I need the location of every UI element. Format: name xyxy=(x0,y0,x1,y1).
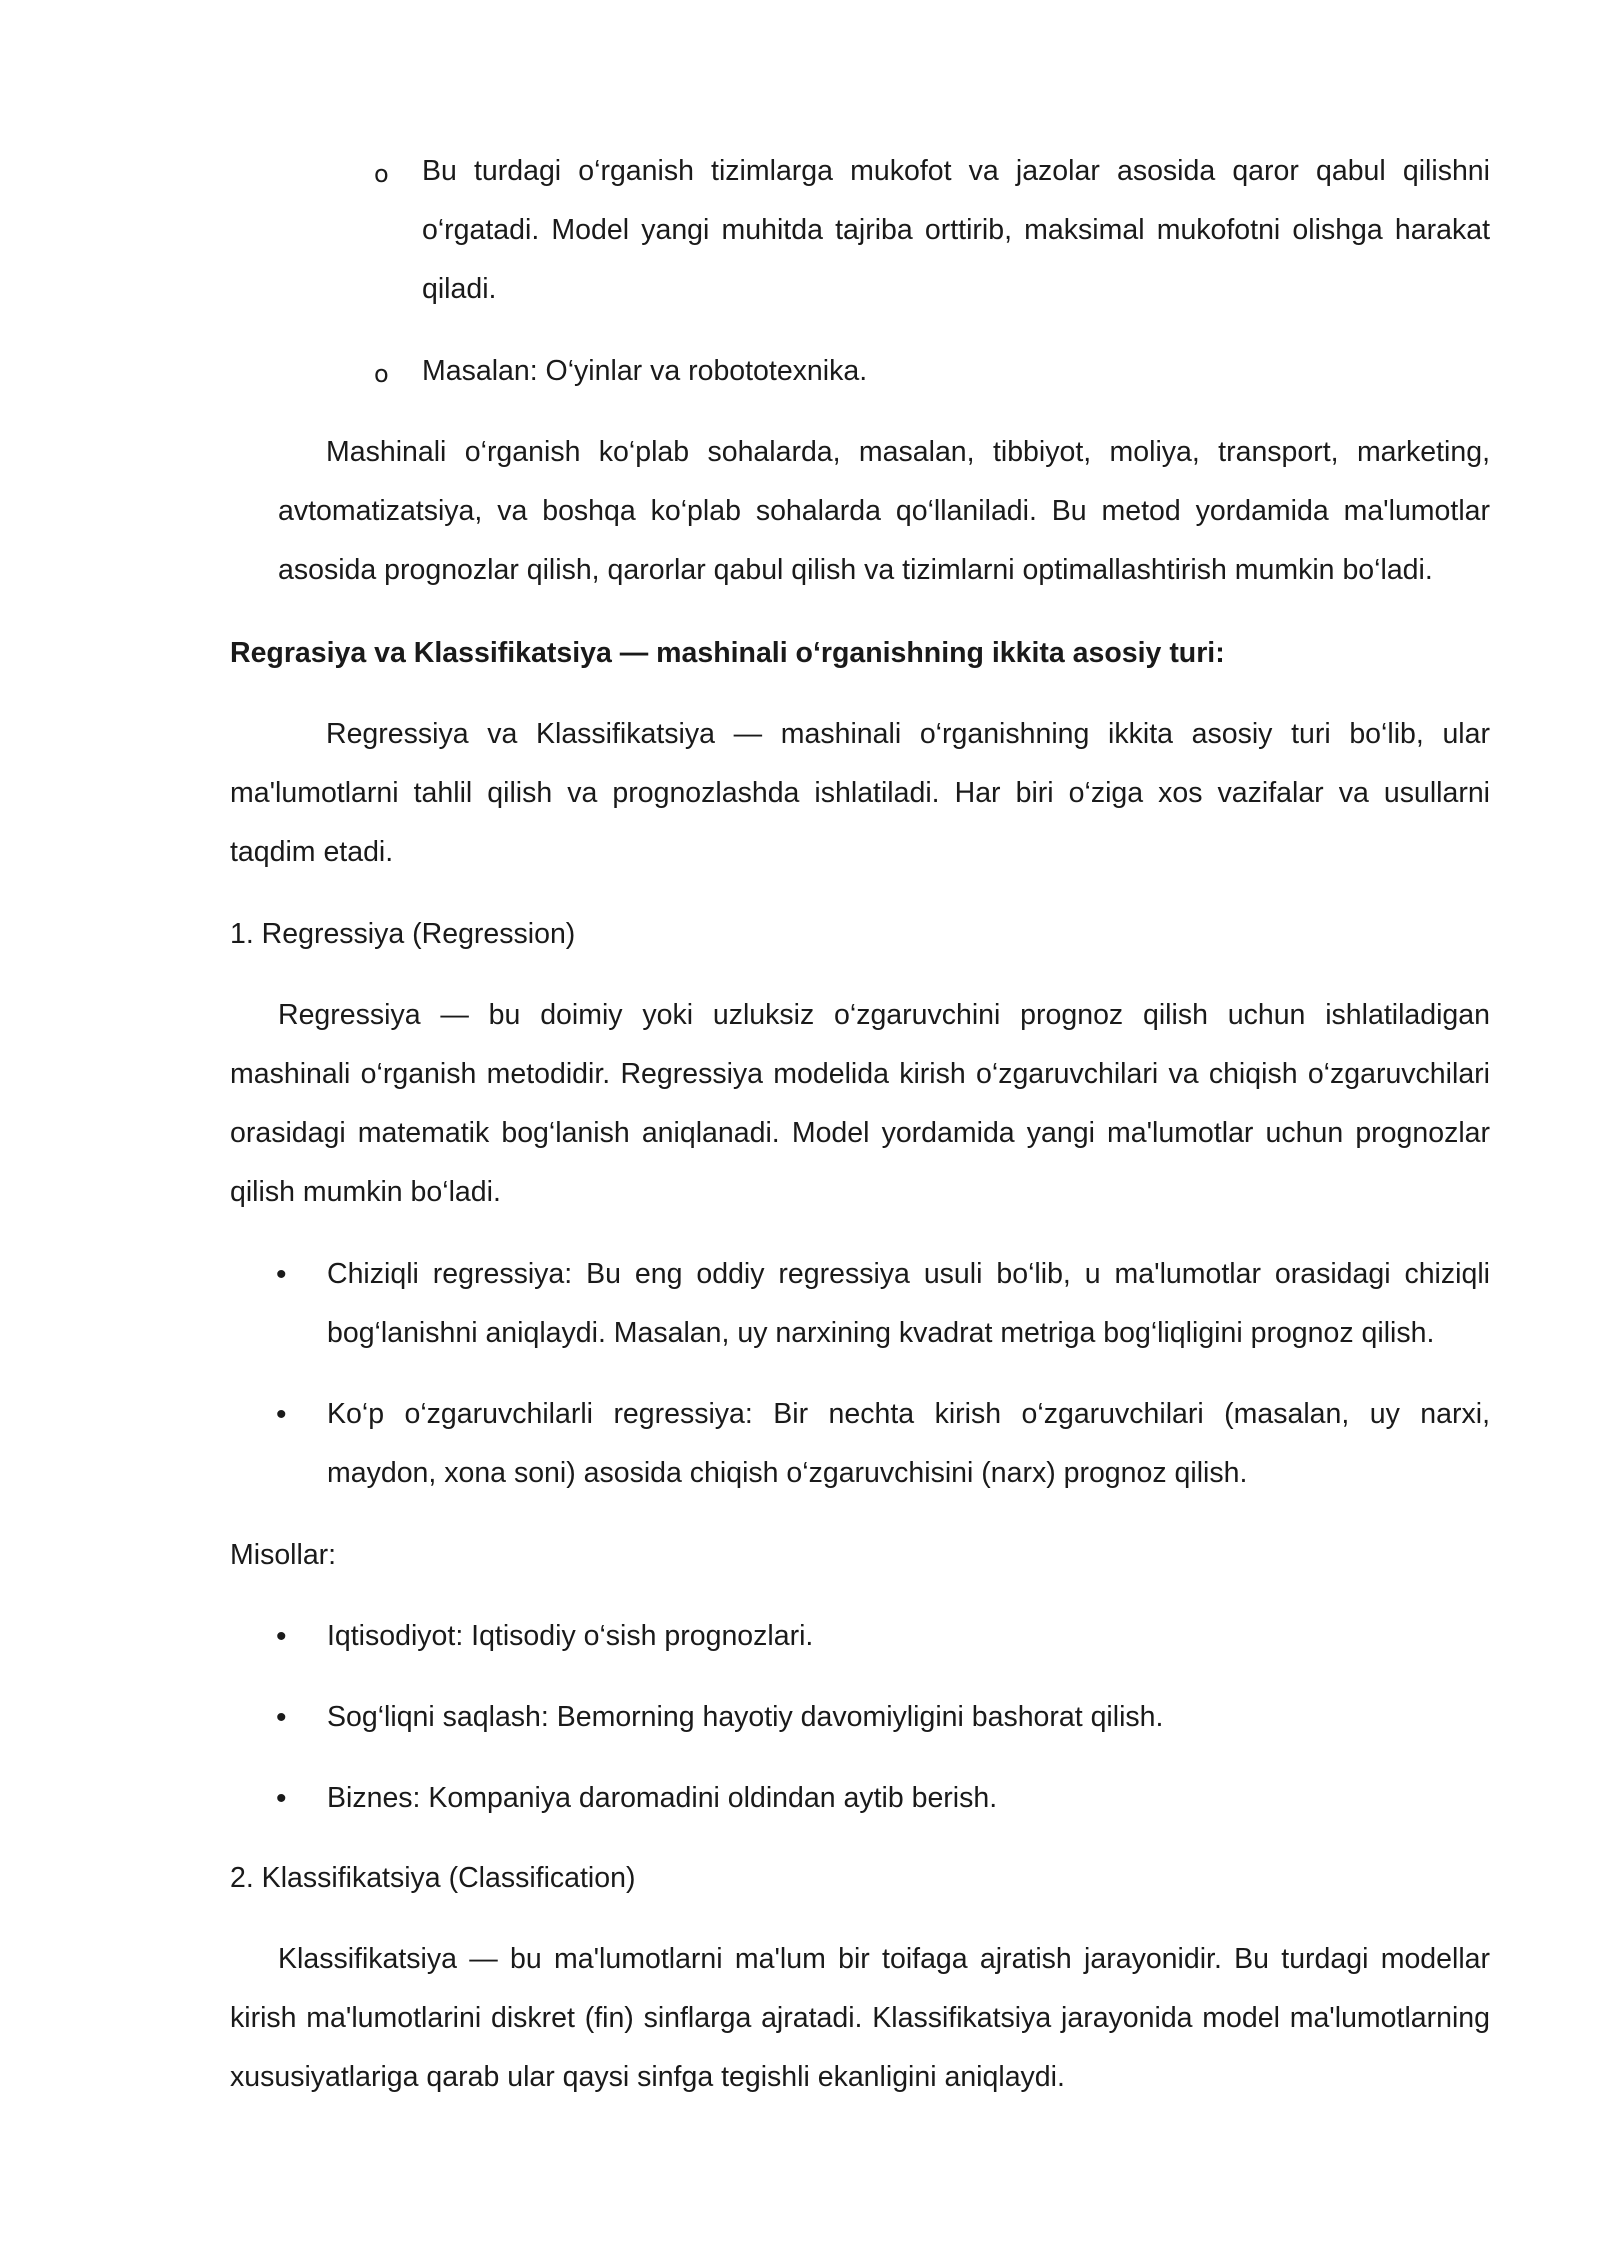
regression-type-item: Ko‘p o‘zgaruvchilarli regressiya: Bir nechta kirish o‘zgaruvchilari (masalan, uy narxi, maydon, xona soni) asosida chiqish o‘zgaruvchisini (narx) prognoz qilish. xyxy=(327,1398,1490,1489)
example-item: Sog‘liqni saqlash: Bemorning hayotiy davomiyligini bashorat qilish. xyxy=(327,1701,1164,1733)
bullet-marker: • xyxy=(276,1701,287,1734)
section-heading: Regrasiya va Klassifikatsiya — mashinali o‘rganishning ikkita asosiy turi: xyxy=(230,637,1225,669)
examples-label: Misollar: xyxy=(230,1539,337,1571)
bullet-marker: • xyxy=(276,1398,287,1431)
bullet-marker: • xyxy=(276,1258,287,1291)
sub-list-marker: o xyxy=(374,160,389,188)
sub-list-marker: o xyxy=(374,360,389,388)
bullet-marker: • xyxy=(276,1782,287,1815)
sub-list-item-text: Bu turdagi o‘rganish tizimlarga mukofot va jazolar asosida qaror qabul qilishni o‘rgatadi. Model yangi muhitda tajriba orttirib, maksimal mukofotni olishga harakat qiladi. xyxy=(422,155,1490,305)
example-item: Iqtisodiyot: Iqtisodiy o‘sish prognozlari. xyxy=(327,1620,814,1652)
bullet-marker: • xyxy=(276,1620,287,1653)
section-paragraph: Regressiya va Klassifikatsiya — mashinali o‘rganishning ikkita asosiy turi bo‘lib, ular ma'lumotlarni tahlil qilish va prognozlashda ishlatiladi. Har biri o‘ziga xos vazifalar va usullarni taqdim etadi. xyxy=(230,718,1490,868)
regression-type-item: Chiziqli regressiya: Bu eng oddiy regressiya usuli bo‘lib, u ma'lumotlar orasidagi chiziqli bog‘lanishni aniqlaydi. Masalan, uy narxining kvadrat metriga bog‘liqligini prognoz qilish. xyxy=(327,1258,1490,1349)
intro-paragraph: Mashinali o‘rganish ko‘plab sohalarda, masalan, tibbiyot, moliya, transport, marketing, avtomatizatsiya, va boshqa ko‘plab sohalarda qo‘llaniladi. Bu metod yordamida ma'lumotlar asosida prognozlar qilish, qarorlar qabul qilish va tizimlarni optimallashtirish mumkin bo‘ladi. xyxy=(278,436,1490,586)
classification-paragraph: Klassifikatsiya — bu ma'lumotlarni ma'lum bir toifaga ajratish jarayonidir. Bu turdagi modellar kirish ma'lumotlarini diskret (fin) sinflarga ajratadi. Klassifikatsiya jarayonida model ma'lumotlarning xususiyatlariga qarab ular qaysi sinfga tegishli ekanligini aniqlaydi. xyxy=(230,1943,1490,2093)
regression-paragraph: Regressiya — bu doimiy yoki uzluksiz o‘zgaruvchini prognoz qilish uchun ishlatiladigan mashinali o‘rganish metodidir. Regressiya modelida kirish o‘zgaruvchilari va chiqish o‘zgaruvchilari orasidagi matematik bog‘lanish aniqlanadi. Model yordamida yangi ma'lumotlar uchun prognozlar qilish mumkin bo‘ladi. xyxy=(230,999,1490,1208)
classification-heading: 2. Klassifikatsiya (Classification) xyxy=(230,1862,636,1894)
regression-heading: 1. Regressiya (Regression) xyxy=(230,918,576,950)
sub-list-item-text: Masalan: O‘yinlar va robototexnika. xyxy=(422,355,868,387)
example-item: Biznes: Kompaniya daromadini oldindan aytib berish. xyxy=(327,1782,998,1814)
